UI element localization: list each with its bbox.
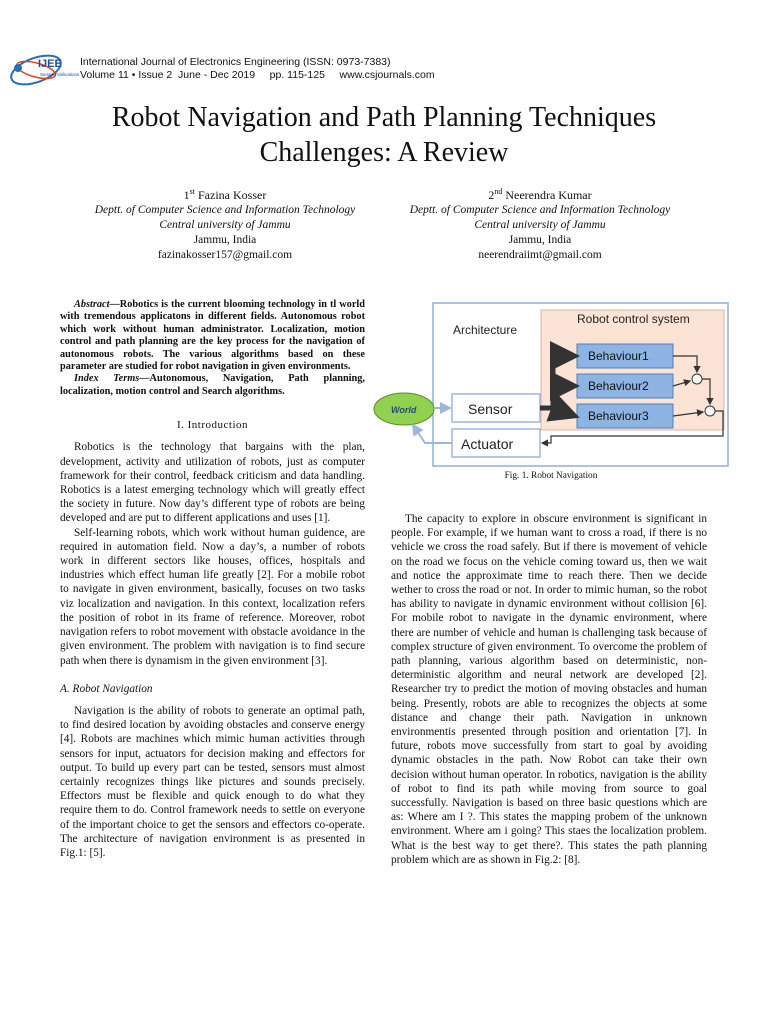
architecture-label: Architecture bbox=[453, 323, 518, 337]
index-terms-text: —Autonomous, Navigation, Path planning, localization, motion control and Search algorithms. bbox=[60, 373, 365, 397]
author-2-dept: Deptt. of Computer Science and Information Technology bbox=[409, 204, 671, 216]
journal-line-1: International Journal of Electronics Engineering (ISSN: 0973-7383) bbox=[80, 56, 391, 68]
sensor-label: Sensor bbox=[468, 401, 513, 417]
intro-paragraph-1: Robotics is the technology that bargains with the plan, development, activity and utilization of robots, just as computer framework for their control, feedback criticism and data handling. Robotics is a latest emerging technology which will greatly effect the society in future. Now day’s different type of robots are being developed and are put to different applications and uses [1]. bbox=[60, 441, 365, 525]
author-2-email[interactable]: neerendraiimt@gmail.com bbox=[478, 249, 602, 261]
journal-line-2: Volume 11 • Issue 2 June - Dec 2019 pp. 115-125 www.csjournals.com bbox=[80, 69, 435, 81]
index-terms bbox=[60, 373, 365, 398]
figure-caption: Fig. 1. Robot Navigation bbox=[504, 471, 598, 481]
abstract-text: —Robotics is the current blooming technology in tl world with tremendous applicatons in different fields. Autonomous robot which work without human administrator. Localization, motion control and path planning are the key process for the navigation of autonomous robots. The various algorithms based on these parameter are studied for robot navigation in given environments. bbox=[60, 299, 365, 373]
subsection-heading-robot-navigation: A. Robot Navigation bbox=[60, 682, 153, 695]
suppressor-node-1 bbox=[692, 374, 702, 384]
index-terms-label: Index Terms bbox=[74, 373, 140, 385]
journal-logo bbox=[6, 50, 80, 90]
paper-title bbox=[0, 100, 768, 170]
author-1-univ: Central university of Jammu bbox=[159, 219, 291, 231]
author-2-univ: Central university of Jammu bbox=[474, 219, 606, 231]
right-column bbox=[391, 512, 707, 867]
author-2 bbox=[370, 184, 710, 263]
behaviour2-label: Behaviour2 bbox=[588, 379, 649, 393]
left-column bbox=[60, 299, 365, 860]
author-2-name: Neerendra Kumar bbox=[505, 188, 592, 202]
author-2-location: Jammu, India bbox=[508, 234, 572, 246]
behaviour3-label: Behaviour3 bbox=[588, 409, 649, 423]
abstract-label: Abstract bbox=[74, 299, 110, 310]
intro-paragraph-2: Self-learning robots, which work without human guidence, are required in automation field. Now a day’s, a number of robots work in different sectors like houses, offices, hospitals and industries which effect human life greatly [2]. For a mobile robot to navigate in given environment, basically, focuses on two tasks viz localization and navigation. In this context, localization refers the position of robot in its frame of reference. Moreover, robot navigation refers to robot movement with obstacle avoidance in the given environment. The problem with navigation is to find secure path when there is dynamism in the given environment [3]. bbox=[60, 526, 365, 667]
navigation-paragraph-1: Navigation is the ability of robots to generate an optimal path, to find desired location by avoiding obstacles and conserve energy [4]. Robots are machines which mimic human activities through sensors for input, actuators for decision making and effectors for output. To build up every part can be tested, sensors must almost certainly recognizes things like pictures and sounds precisely. Effectors must be flexible and quick enough to do what they require them to do. Control framework needs to settle on everyone of the important choice to get the sensors and effectors co-operate. The architecture of navigation environment is as presented in Fig.1: [5]. bbox=[60, 704, 365, 859]
logo-text: IJEE bbox=[38, 58, 62, 70]
actuator-label: Actuator bbox=[461, 436, 514, 452]
author-1-location: Jammu, India bbox=[193, 234, 257, 246]
world-label: World bbox=[391, 405, 417, 415]
author-1-email[interactable]: fazinakosser157@gmail.com bbox=[157, 249, 293, 261]
section-heading-introduction: I. Introduction bbox=[176, 419, 249, 432]
author-1-name: Fazina Kosser bbox=[198, 188, 267, 202]
title-line-2: Challenges: A Review bbox=[259, 137, 509, 168]
author-1-ordinal: 1 bbox=[183, 188, 190, 202]
right-paragraph-1: The capacity to explore in obscure environment is significant in people. For example, if we human want to cross a road, if there is no vehicle we cross the road safely. But if there is movement of vehicle on the road we focus on the vehicle coming toward us, then we wait and notice the approximate time to reach there. Then we decide wether to cross the road or not. In order to mimic human, so the robot has ability to navigate in dynamic environment without collision [6]. For mobile robot to navigate in the dynamic environment, where there are number of vehicle and human is challenging task because of complex structure of given environment. To overcome the problem of path planning, various algorithm based on deterministic, non-deterministic algorithm and neural network are developed [2]. Researcher try to predict the motion of moving obstacles and human being. Presently, robots are able to recognizes the objects at some distance and change their path. Navigation in unknown environmentis presented through position and orientation [7]. In future, robots move successfully from start to goal by avoiding dynamic obstacles in the path. Now Robot can take their own decision without human operator. In robotics, navigation is the ability of robot to find its path while moving from source to goal successfully. Navigation is based on three basic questions which are as: Where am I ?. This states the mapping probem of the unknown environment. Where am i going? This staes the localization problem. What is the best way to get there?. This states the path planning problem which are as shown in Fig.2: [8]. bbox=[391, 513, 707, 866]
author-1-dept: Deptt. of Computer Science and Information Technology bbox=[94, 204, 356, 216]
suppressor-node-2 bbox=[705, 406, 715, 416]
title-line-1: Robot Navigation and Path Planning Techniques bbox=[111, 102, 657, 133]
author-2-ordinal-suffix: nd bbox=[494, 187, 503, 196]
figure-robot-navigation bbox=[373, 302, 729, 467]
logo-subtext: Serials Publications bbox=[40, 72, 80, 77]
robot-control-system-label: Robot control system bbox=[577, 312, 690, 326]
behaviour1-label: Behaviour1 bbox=[588, 349, 649, 363]
abstract bbox=[60, 299, 365, 373]
author-1-ordinal-suffix: st bbox=[189, 187, 195, 196]
author-1 bbox=[55, 184, 395, 263]
author-2-ordinal: 2 bbox=[488, 188, 495, 202]
